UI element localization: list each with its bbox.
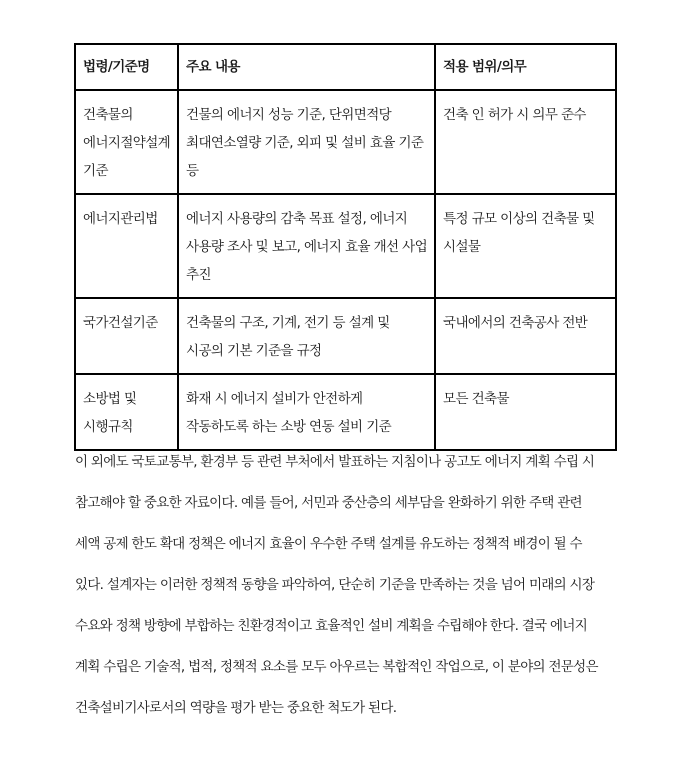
header-scope: 적용 범위/의무 xyxy=(435,44,616,90)
regulations-table-container xyxy=(74,43,615,451)
cell-scope: 국내에서의 건축공사 전반 xyxy=(435,298,616,374)
cell-regulation-name: 소방법 및 시행규칙 xyxy=(75,374,178,450)
body-paragraph: 이 외에도 국토교통부, 환경부 등 관련 부처에서 발표하는 지침이나 공고도 에너지 계획 수립 시 참고해야 할 중요한 자료이다. 예를 들어, 서민과 중산층의 세부담을 완화하기 위한 주택 관련 세액 공제 한도 확대 정책은 에너지 효율이 우수한 주택 설계를 유도하는 정책적 배경이 될 수 있다. 설계자는 이러한 정책적 동향을 파악하여, 단순히 기준을 만족하는 것을 넘어 미래의 시장 수요와 정책 방향에 부합하는 친환경적이고 효율적인 설비 계획을 수립해야 한다. 결국 에너지 계획 수립은 기술적, 법적, 정책적 요소를 모두 아우르는 복합적인 작업으로, 이 분야의 전문성은 건축설비기사로서의 역량을 평가 받는 중요한 척도가 된다. xyxy=(75,454,598,716)
header-regulation-name: 법령/기준명 xyxy=(75,44,178,90)
cell-main-content: 화재 시 에너지 설비가 안전하게 작동하도록 하는 소방 연동 설비 기준 xyxy=(178,374,435,450)
cell-regulation-name: 건축물의 에너지절약설계 기준 xyxy=(75,90,178,194)
cell-scope: 특정 규모 이상의 건축물 및 시설물 xyxy=(435,194,616,298)
regulations-table xyxy=(74,43,617,451)
table-row xyxy=(75,90,616,194)
cell-scope: 건축 인 허가 시 의무 준수 xyxy=(435,90,616,194)
table-row xyxy=(75,194,616,298)
cell-main-content: 건축물의 구조, 기계, 전기 등 설계 및 시공의 기본 기준을 규정 xyxy=(178,298,435,374)
cell-regulation-name: 에너지관리법 xyxy=(75,194,178,298)
cell-regulation-name: 국가건설기준 xyxy=(75,298,178,374)
cell-scope: 모든 건축물 xyxy=(435,374,616,450)
table-row xyxy=(75,298,616,374)
table-row xyxy=(75,374,616,450)
table-header-row xyxy=(75,44,616,90)
header-main-content: 주요 내용 xyxy=(178,44,435,90)
cell-main-content: 건물의 에너지 성능 기준, 단위면적당 최대연소열량 기준, 외피 및 설비 효율 기준 등 xyxy=(178,90,435,194)
cell-main-content: 에너지 사용량의 감축 목표 설정, 에너지 사용량 조사 및 보고, 에너지 효율 개선 사업 추진 xyxy=(178,194,435,298)
